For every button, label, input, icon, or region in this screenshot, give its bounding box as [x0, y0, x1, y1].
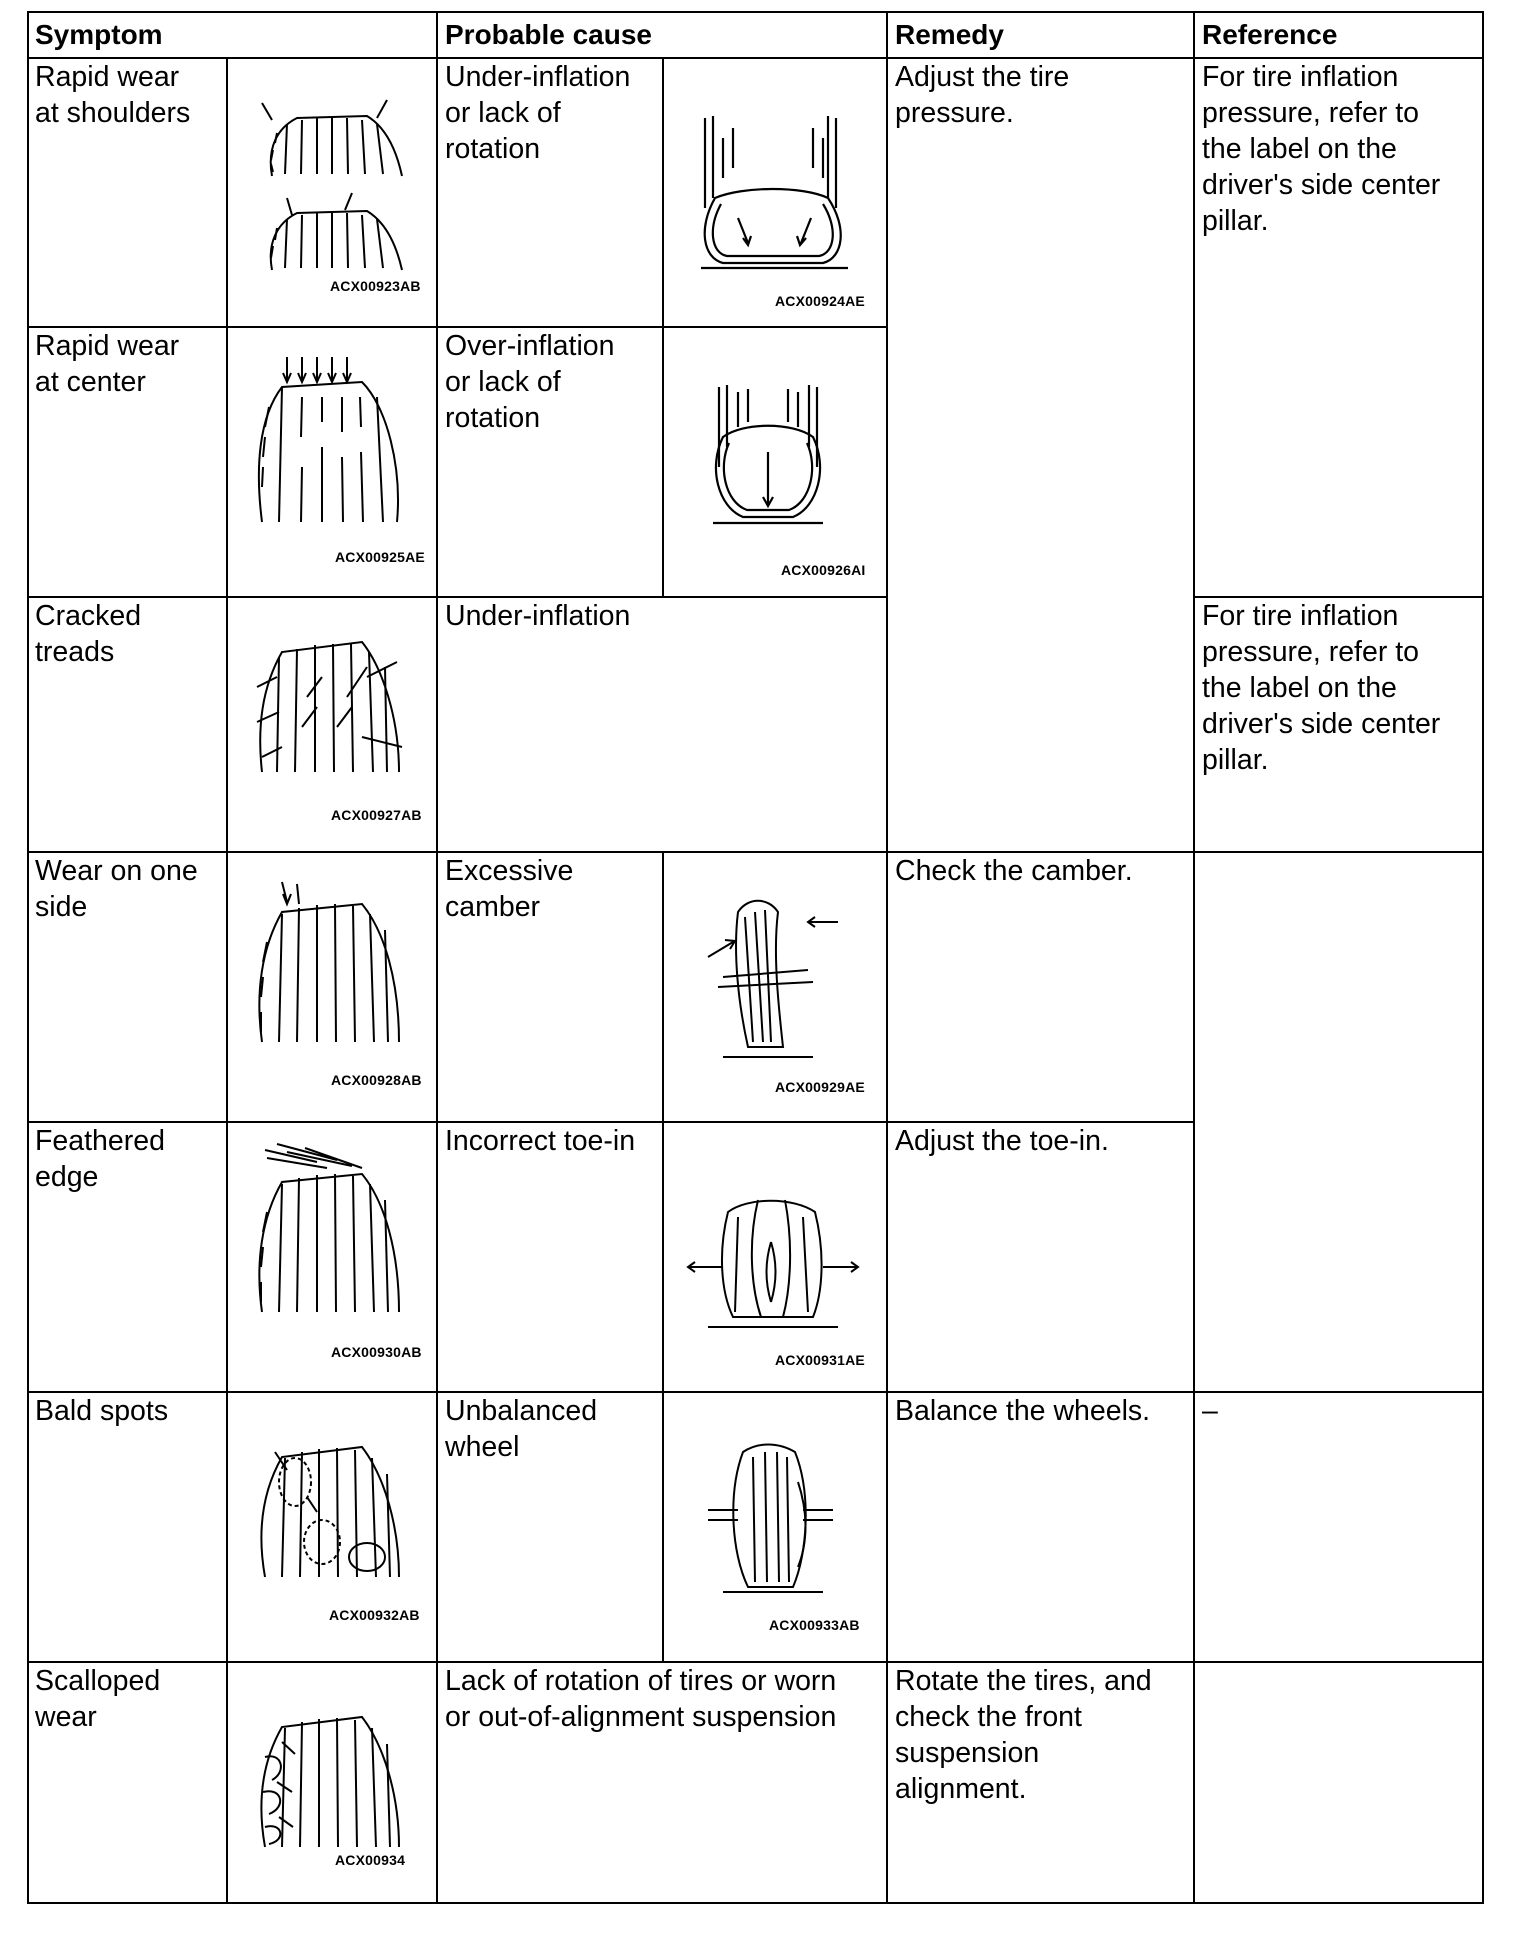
symptom-text: Rapid wear at center — [35, 330, 180, 398]
toe-in-tire-figure — [663, 1122, 887, 1392]
tire-bald-spots-figure — [227, 1392, 437, 1662]
symptom-text: Rapid wear at shoulders — [35, 61, 191, 129]
under-inflated-tire-figure — [663, 58, 887, 327]
symptom-text: Wear on one side — [35, 855, 198, 923]
tire-shoulder-wear-figure — [227, 58, 437, 327]
figure-code: ACX00928AB — [331, 1072, 422, 1088]
tire-scalloped-wear-figure — [227, 1662, 437, 1904]
tire-feathered-edge-figure — [227, 1122, 437, 1392]
figure-code: ACX00923AB — [330, 278, 421, 294]
tire-cracked-treads-figure — [227, 597, 437, 852]
tire-wear-troubleshooting-table — [27, 11, 1484, 1904]
symptom-text: Bald spots — [35, 1395, 169, 1427]
tire-one-side-wear-figure — [227, 852, 437, 1122]
unbalanced-wheel-figure — [663, 1392, 887, 1662]
remedy-adjust-pressure: Adjust the tire pressure. — [895, 61, 1070, 129]
remedy-text: Check the camber. — [895, 855, 1133, 887]
remedy-text: Balance the wheels. — [895, 1395, 1151, 1427]
cause-text: Under-inflation — [445, 600, 631, 632]
figure-code: ACX00925AE — [335, 549, 425, 565]
tire-center-wear-figure — [227, 327, 437, 597]
figure-code: ACX00924AE — [775, 293, 865, 309]
header-reference: Reference — [1202, 19, 1338, 50]
header-probable-cause: Probable cause — [445, 19, 652, 50]
cause-text: Lack of rotation of tires or worn or out-of-alignment suspension — [445, 1665, 837, 1733]
cause-text: Unbalanced wheel — [445, 1395, 598, 1463]
reference-text: – — [1202, 1395, 1218, 1427]
cause-text: Excessive camber — [445, 855, 574, 923]
figure-code: ACX00932AB — [329, 1607, 420, 1623]
figure-code: ACX00930AB — [331, 1344, 422, 1360]
symptom-text: Cracked treads — [35, 600, 142, 668]
header-symptom: Symptom — [35, 19, 163, 50]
cause-text: Under-inflation or lack of rotation — [445, 61, 631, 165]
figure-code: ACX00927AB — [331, 807, 422, 823]
figure-code: ACX00926AI — [781, 562, 866, 578]
figure-code: ACX00934 — [335, 1852, 406, 1868]
cause-text: Over-inflation or lack of rotation — [445, 330, 615, 434]
symptom-text: Scalloped wear — [35, 1665, 161, 1733]
reference-inflation-label: For tire inflation pressure, refer to the label on the driver's side center pillar. — [1202, 61, 1441, 237]
camber-tire-figure — [663, 852, 887, 1122]
figure-code: ACX00931AE — [775, 1352, 865, 1368]
header-remedy: Remedy — [895, 19, 1004, 50]
remedy-text: Adjust the toe-in. — [895, 1125, 1109, 1157]
over-inflated-tire-figure — [663, 327, 887, 597]
reference-inflation-label: For tire inflation pressure, refer to the label on the driver's side center pillar. — [1202, 600, 1441, 776]
figure-code: ACX00929AE — [775, 1079, 865, 1095]
symptom-text: Feathered edge — [35, 1125, 165, 1193]
cause-text: Incorrect toe-in — [445, 1125, 636, 1157]
figure-code: ACX00933AB — [769, 1617, 860, 1633]
remedy-text: Rotate the tires, and check the front suspension alignment. — [895, 1665, 1152, 1805]
